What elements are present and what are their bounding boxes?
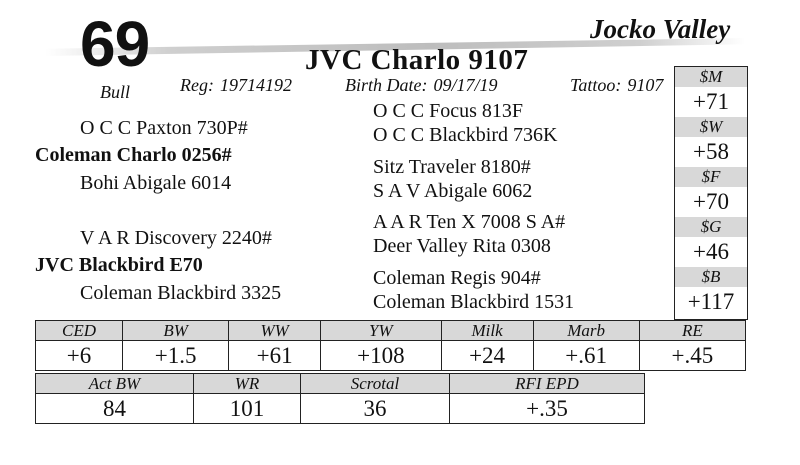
dam: JVC Blackbird E70	[35, 254, 203, 276]
gen3-ancestor: O C C Blackbird 736K	[373, 124, 558, 146]
animal-sex: Bull	[100, 82, 130, 102]
dollar-index-value: +58	[693, 139, 729, 164]
gen3-ancestor: Coleman Regis 904#	[373, 267, 541, 289]
performance-value: 36	[300, 394, 449, 424]
epd-label: YW	[321, 321, 442, 341]
epd-value: +61	[229, 341, 321, 371]
dollar-index-label: $B	[675, 267, 747, 287]
epd-value: +24	[441, 341, 533, 371]
sire-dam: Bohi Abigale 6014	[80, 172, 232, 194]
animal-name: JVC Charlo 9107	[305, 44, 529, 76]
gen3-ancestor: A A R Ten X 7008 S A#	[373, 211, 566, 233]
dam-dam: Coleman Blackbird 3325	[80, 282, 282, 304]
dollar-index-label: $G	[675, 217, 747, 237]
epd-label: CED	[36, 321, 123, 341]
dollar-index-value: +46	[693, 239, 729, 264]
performance-value: +.35	[449, 394, 644, 424]
epd-value: +.45	[639, 341, 745, 371]
tattoo-value: 9107	[627, 75, 664, 95]
epd-label: BW	[122, 321, 228, 341]
dollar-index-value: +117	[687, 289, 735, 314]
dollar-index-label: $F	[675, 167, 747, 187]
epd-label: RE	[639, 321, 745, 341]
gen3-ancestor: Coleman Blackbird 1531	[373, 291, 575, 313]
epd-value: +108	[321, 341, 442, 371]
sire-sire: O C C Paxton 730P#	[80, 117, 248, 139]
epd-value: +6	[36, 341, 123, 371]
performance-value: 101	[194, 394, 301, 424]
reg-value: 19714192	[219, 75, 292, 95]
performance-table	[35, 373, 645, 424]
dollar-index-label: $M	[675, 67, 747, 87]
epd-label: Marb	[533, 321, 639, 341]
birth-date-value: 09/17/19	[433, 75, 498, 95]
performance-label: WR	[194, 374, 301, 394]
ranch-name: Jocko Valley	[590, 14, 731, 44]
gen3-ancestor: S A V Abigale 6062	[373, 180, 533, 202]
birth-date-info	[345, 75, 498, 96]
birth-date-label: Birth Date:	[345, 75, 428, 95]
performance-label: Act BW	[36, 374, 194, 394]
performance-label: RFI EPD	[449, 374, 644, 394]
dollar-index-value: +70	[693, 189, 729, 214]
tattoo-info	[570, 75, 663, 96]
gen3-ancestor: O C C Focus 813F	[373, 100, 524, 122]
epd-label: Milk	[441, 321, 533, 341]
reg-label: Reg:	[180, 75, 214, 95]
dollar-index-label: $W	[675, 117, 747, 137]
registration-info	[180, 75, 292, 96]
dam-sire: V A R Discovery 2240#	[80, 227, 272, 249]
gen3-ancestor: Deer Valley Rita 0308	[373, 235, 551, 257]
epd-value: +.61	[533, 341, 639, 371]
lot-number: 69	[80, 8, 150, 80]
tattoo-label: Tattoo:	[570, 75, 622, 95]
sire: Coleman Charlo 0256#	[35, 144, 232, 166]
dollar-index-value: +71	[693, 89, 729, 114]
gen3-ancestor: Sitz Traveler 8180#	[373, 156, 531, 178]
performance-value: 84	[36, 394, 194, 424]
performance-label: Scrotal	[300, 374, 449, 394]
epd-label: WW	[229, 321, 321, 341]
epd-value: +1.5	[122, 341, 228, 371]
dollar-index-panel	[674, 66, 748, 320]
epd-table	[35, 320, 746, 371]
